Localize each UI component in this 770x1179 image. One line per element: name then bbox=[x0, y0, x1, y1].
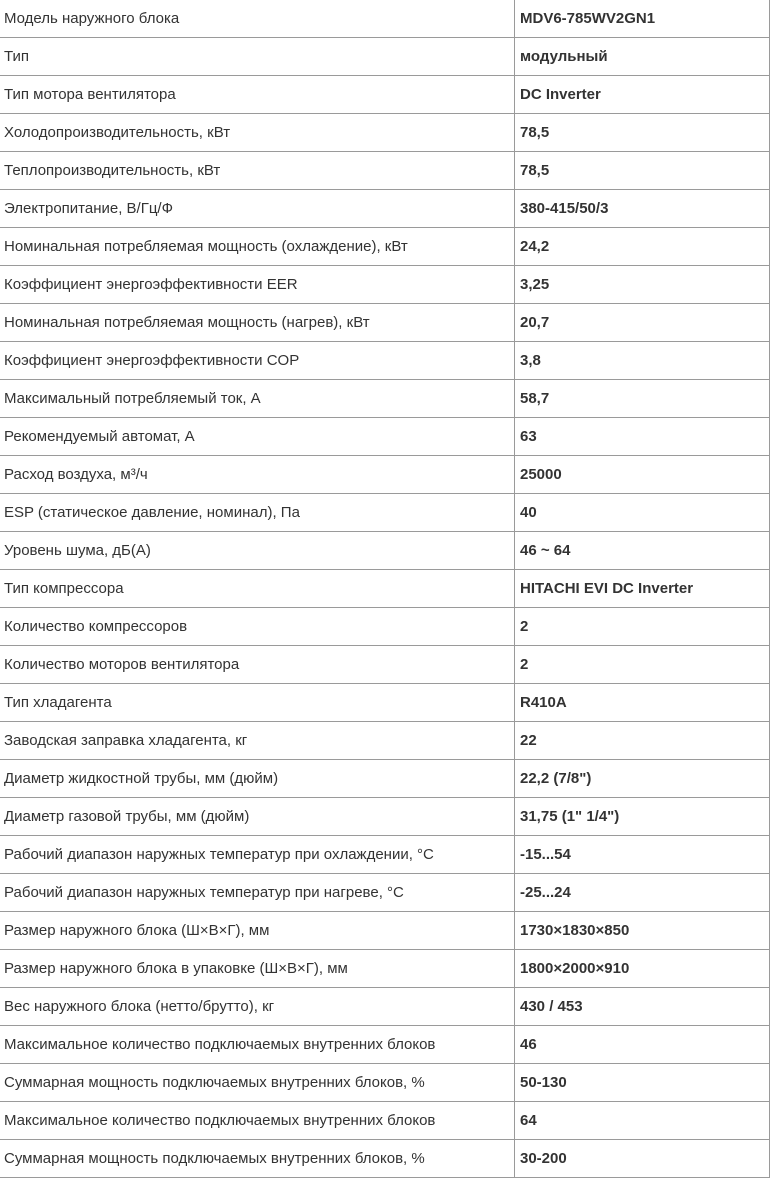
spec-value: 3,8 bbox=[515, 342, 770, 380]
spec-label: Холодопроизводительность, кВт bbox=[0, 114, 515, 152]
spec-label: Суммарная мощность подключаемых внутренних блоков, % bbox=[0, 1064, 515, 1102]
spec-row bbox=[0, 418, 770, 456]
spec-row bbox=[0, 988, 770, 1026]
spec-row bbox=[0, 950, 770, 988]
spec-label: Рабочий диапазон наружных температур при охлаждении, °С bbox=[0, 836, 515, 874]
spec-row bbox=[0, 570, 770, 608]
spec-value: модульный bbox=[515, 38, 770, 76]
spec-label: Максимальный потребляемый ток, А bbox=[0, 380, 515, 418]
spec-label: Электропитание, В/Гц/Ф bbox=[0, 190, 515, 228]
spec-label: ESP (статическое давление, номинал), Па bbox=[0, 494, 515, 532]
spec-row bbox=[0, 266, 770, 304]
spec-row bbox=[0, 152, 770, 190]
spec-row bbox=[0, 228, 770, 266]
spec-value: 1800×2000×910 bbox=[515, 950, 770, 988]
spec-value: 1730×1830×850 bbox=[515, 912, 770, 950]
spec-row bbox=[0, 76, 770, 114]
spec-label: Рабочий диапазон наружных температур при нагреве, °С bbox=[0, 874, 515, 912]
spec-row bbox=[0, 532, 770, 570]
spec-row bbox=[0, 608, 770, 646]
spec-value: 22,2 (7/8") bbox=[515, 760, 770, 798]
spec-row bbox=[0, 1140, 770, 1178]
spec-value: 78,5 bbox=[515, 114, 770, 152]
spec-label: Тип компрессора bbox=[0, 570, 515, 608]
spec-value: -25...24 bbox=[515, 874, 770, 912]
spec-value: -15...54 bbox=[515, 836, 770, 874]
spec-label: Теплопроизводительность, кВт bbox=[0, 152, 515, 190]
spec-label: Диаметр газовой трубы, мм (дюйм) bbox=[0, 798, 515, 836]
spec-label: Размер наружного блока в упаковке (Ш×В×Г), мм bbox=[0, 950, 515, 988]
spec-label: Коэффициент энергоэффективности COP bbox=[0, 342, 515, 380]
spec-value: 24,2 bbox=[515, 228, 770, 266]
spec-value: 20,7 bbox=[515, 304, 770, 342]
spec-label: Номинальная потребляемая мощность (охлаждение), кВт bbox=[0, 228, 515, 266]
spec-row bbox=[0, 836, 770, 874]
spec-row bbox=[0, 1064, 770, 1102]
spec-label: Суммарная мощность подключаемых внутренних блоков, % bbox=[0, 1140, 515, 1178]
spec-row bbox=[0, 798, 770, 836]
spec-value: 40 bbox=[515, 494, 770, 532]
spec-value: 25000 bbox=[515, 456, 770, 494]
spec-row bbox=[0, 342, 770, 380]
spec-row bbox=[0, 0, 770, 38]
spec-row bbox=[0, 456, 770, 494]
spec-value: MDV6-785WV2GN1 bbox=[515, 0, 770, 38]
spec-value: 31,75 (1" 1/4") bbox=[515, 798, 770, 836]
spec-value: 46 ~ 64 bbox=[515, 532, 770, 570]
spec-value: 380-415/50/3 bbox=[515, 190, 770, 228]
spec-row bbox=[0, 1026, 770, 1064]
spec-row bbox=[0, 1102, 770, 1140]
spec-label: Тип bbox=[0, 38, 515, 76]
spec-value: R410A bbox=[515, 684, 770, 722]
spec-label: Модель наружного блока bbox=[0, 0, 515, 38]
spec-row bbox=[0, 646, 770, 684]
spec-row bbox=[0, 760, 770, 798]
spec-row bbox=[0, 494, 770, 532]
spec-label: Уровень шума, дБ(А) bbox=[0, 532, 515, 570]
spec-value: 58,7 bbox=[515, 380, 770, 418]
spec-row bbox=[0, 912, 770, 950]
spec-label: Тип хладагента bbox=[0, 684, 515, 722]
spec-value: 3,25 bbox=[515, 266, 770, 304]
spec-value: 30-200 bbox=[515, 1140, 770, 1178]
spec-row bbox=[0, 190, 770, 228]
spec-label: Диаметр жидкостной трубы, мм (дюйм) bbox=[0, 760, 515, 798]
spec-value: 430 / 453 bbox=[515, 988, 770, 1026]
spec-value: DC Inverter bbox=[515, 76, 770, 114]
spec-label: Количество моторов вентилятора bbox=[0, 646, 515, 684]
spec-label: Расход воздуха, м³/ч bbox=[0, 456, 515, 494]
spec-row bbox=[0, 114, 770, 152]
spec-label: Тип мотора вентилятора bbox=[0, 76, 515, 114]
spec-row bbox=[0, 874, 770, 912]
spec-label: Номинальная потребляемая мощность (нагрев), кВт bbox=[0, 304, 515, 342]
spec-row bbox=[0, 304, 770, 342]
spec-row bbox=[0, 38, 770, 76]
spec-value: 64 bbox=[515, 1102, 770, 1140]
spec-label: Вес наружного блока (нетто/брутто), кг bbox=[0, 988, 515, 1026]
spec-value: 63 bbox=[515, 418, 770, 456]
spec-value: 2 bbox=[515, 646, 770, 684]
spec-label: Рекомендуемый автомат, А bbox=[0, 418, 515, 456]
spec-value: 78,5 bbox=[515, 152, 770, 190]
spec-label: Коэффициент энергоэффективности EER bbox=[0, 266, 515, 304]
spec-value: 2 bbox=[515, 608, 770, 646]
spec-value: 46 bbox=[515, 1026, 770, 1064]
spec-row bbox=[0, 684, 770, 722]
spec-value: HITACHI EVI DC Inverter bbox=[515, 570, 770, 608]
spec-value: 50-130 bbox=[515, 1064, 770, 1102]
spec-row bbox=[0, 380, 770, 418]
spec-value: 22 bbox=[515, 722, 770, 760]
spec-label: Размер наружного блока (Ш×В×Г), мм bbox=[0, 912, 515, 950]
spec-label: Количество компрессоров bbox=[0, 608, 515, 646]
spec-label: Максимальное количество подключаемых внутренних блоков bbox=[0, 1102, 515, 1140]
spec-row bbox=[0, 722, 770, 760]
spec-label: Максимальное количество подключаемых внутренних блоков bbox=[0, 1026, 515, 1064]
spec-label: Заводская заправка хладагента, кг bbox=[0, 722, 515, 760]
